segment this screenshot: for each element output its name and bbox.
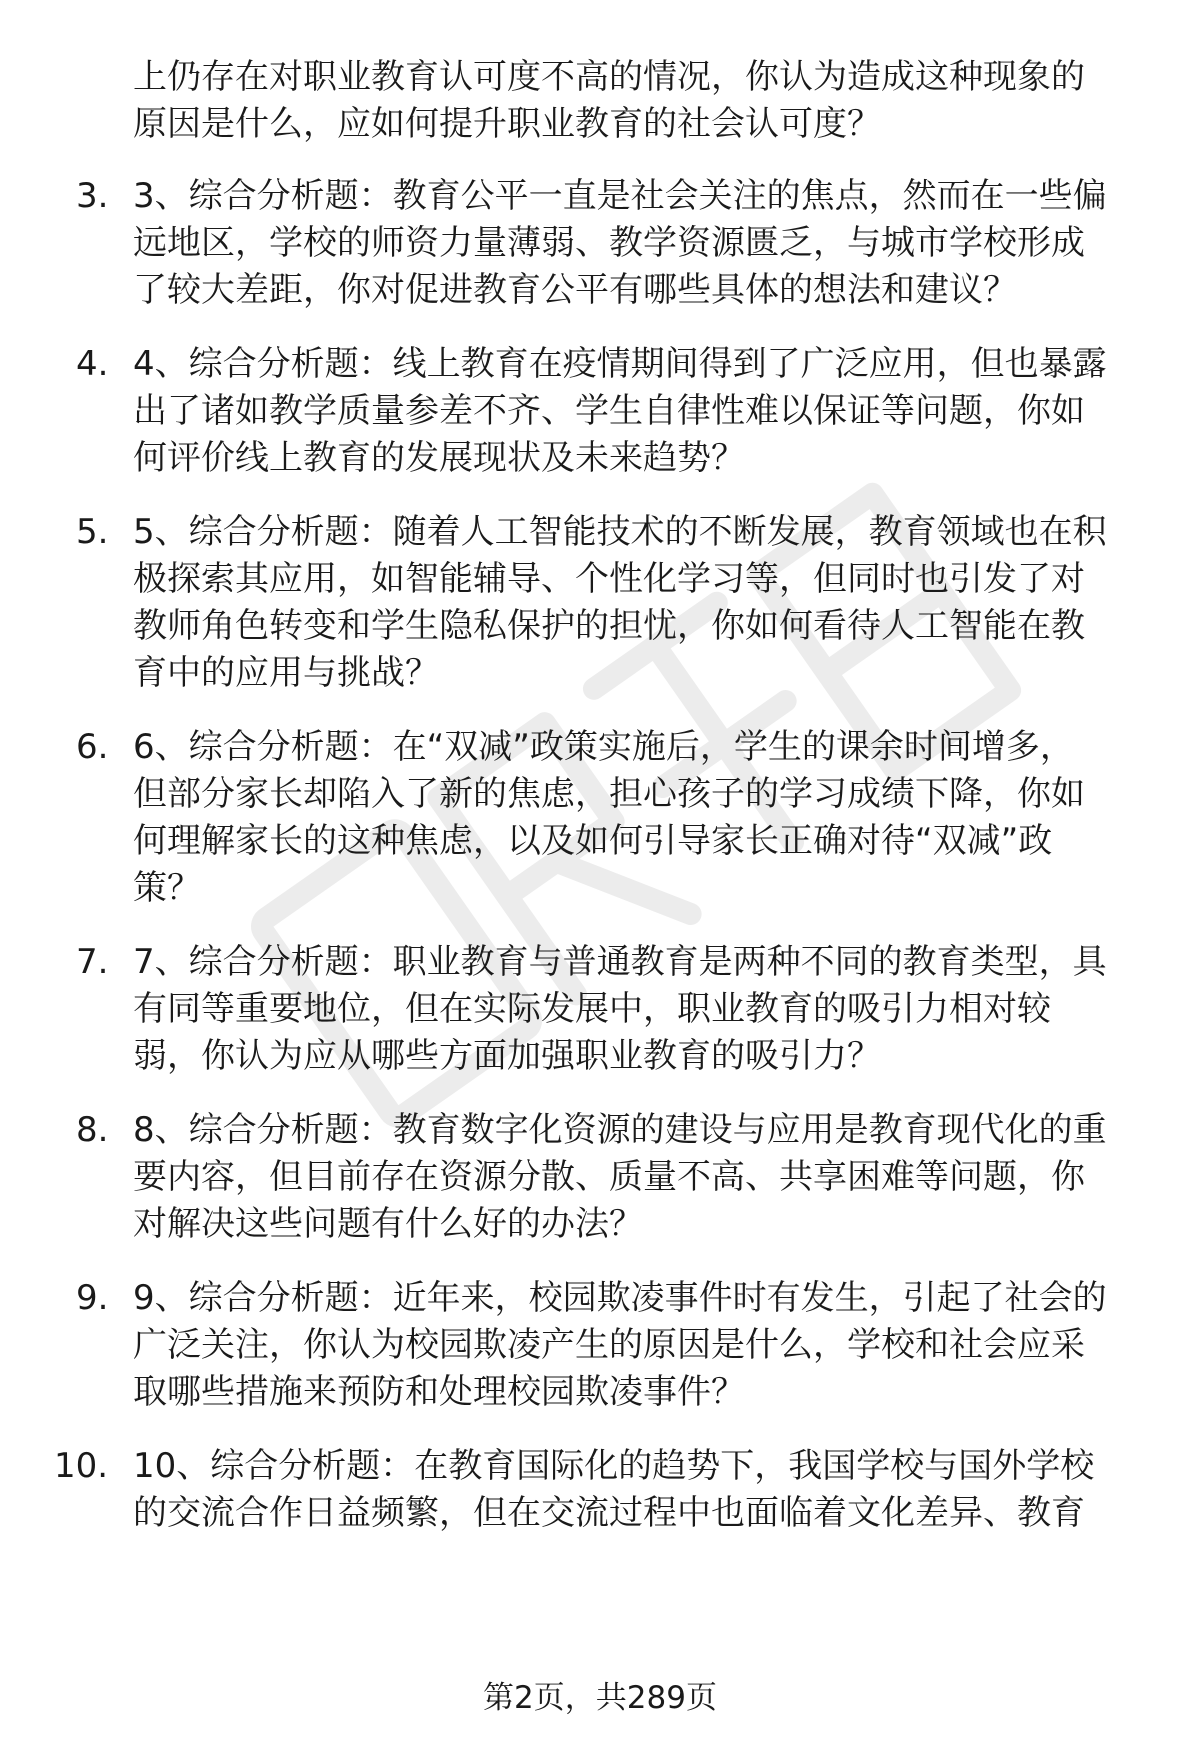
list-item-number: 6. <box>76 727 109 767</box>
list-item-line: 出了诸如教学质量参差不齐、学生自律性难以保证等问题，你如 <box>133 391 1085 431</box>
list-item-line: 何理解家长的这种焦虑，以及如何引导家长正确对待“双减”政 <box>133 821 1053 861</box>
list-item-number: 5. <box>76 512 109 552</box>
fragment-line: 上仍存在对职业教育认可度不高的情况，你认为造成这种现象的 <box>133 57 1085 97</box>
list-item-line: 策？ <box>133 868 201 908</box>
list-item-number: 10. <box>54 1446 109 1486</box>
list-item-line: 3、综合分析题：教育公平一直是社会关注的焦点，然而在一些偏 <box>133 176 1107 216</box>
list-item-line: 要内容，但目前存在资源分散、质量不高、共享困难等问题，你 <box>133 1157 1085 1197</box>
list-item-number: 3. <box>76 176 109 216</box>
list-item-number: 4. <box>76 344 109 384</box>
list-item-line: 有同等重要地位，但在实际发展中，职业教育的吸引力相对较 <box>133 989 1051 1029</box>
list-item-number: 7. <box>76 942 109 982</box>
list-item-line: 5、综合分析题：随着人工智能技术的不断发展，教育领域也在积 <box>133 512 1107 552</box>
list-item-line: 6、综合分析题：在“双减”政策实施后，学生的课余时间增多， <box>133 727 1074 767</box>
list-item-line: 取哪些措施来预防和处理校园欺凌事件？ <box>133 1372 745 1412</box>
list-item-line: 广泛关注，你认为校园欺凌产生的原因是什么，学校和社会应采 <box>133 1325 1085 1365</box>
list-item-line: 4、综合分析题：线上教育在疫情期间得到了广泛应用，但也暴露 <box>133 344 1107 384</box>
list-item-line: 9、综合分析题：近年来，校园欺凌事件时有发生，引起了社会的 <box>133 1278 1107 1318</box>
list-item-line: 8、综合分析题：教育数字化资源的建设与应用是教育现代化的重 <box>133 1110 1107 1150</box>
list-item-line: 的交流合作日益频繁，但在交流过程中也面临着文化差异、教育 <box>133 1493 1085 1533</box>
list-item-number: 8. <box>76 1110 109 1150</box>
list-item-line: 教师角色转变和学生隐私保护的担忧，你如何看待人工智能在教 <box>133 606 1085 646</box>
list-item-line: 育中的应用与挑战？ <box>133 653 439 693</box>
fragment-line: 原因是什么，应如何提升职业教育的社会认可度？ <box>133 104 881 144</box>
list-item-line: 远地区，学校的师资力量薄弱、教学资源匮乏，与城市学校形成 <box>133 223 1085 263</box>
list-item-line: 10、综合分析题：在教育国际化的趋势下，我国学校与国外学校 <box>133 1446 1095 1486</box>
list-item-number: 9. <box>76 1278 109 1318</box>
list-item-line: 对解决这些问题有什么好的办法？ <box>133 1204 643 1244</box>
list-item-line: 7、综合分析题：职业教育与普通教育是两种不同的教育类型，具 <box>133 942 1107 982</box>
list-item-line: 极探索其应用，如智能辅导、个性化学习等，但同时也引发了对 <box>133 559 1085 599</box>
list-item-line: 何评价线上教育的发展现状及未来趋势？ <box>133 438 745 478</box>
page-footer: 第2页，共289页 <box>483 1680 717 1716</box>
list-item-line: 但部分家长却陷入了新的焦虑，担心孩子的学习成绩下降，你如 <box>133 774 1085 814</box>
list-item-line: 了较大差距，你对促进教育公平有哪些具体的想法和建议？ <box>133 270 1017 310</box>
list-item-line: 弱，你认为应从哪些方面加强职业教育的吸引力？ <box>133 1036 881 1076</box>
